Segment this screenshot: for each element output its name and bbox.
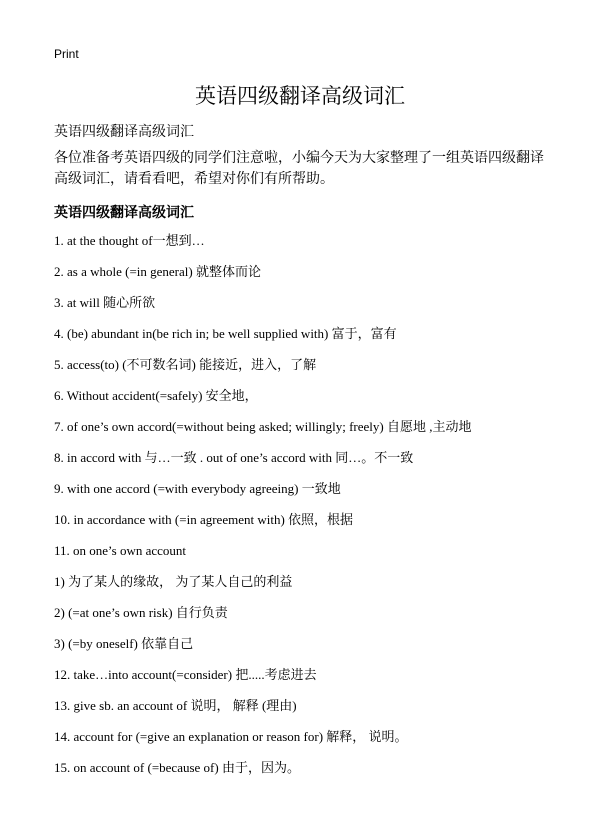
vocab-item: 3. at will 随心所欲 [54, 295, 156, 310]
vocab-item: 6. Without accident(=safely) 安全地， [54, 388, 258, 403]
section-heading: 英语四级翻译高级词汇 [54, 205, 194, 221]
vocab-item: 5. access(to) (不可数名词) 能接近，进入，了解 [54, 357, 317, 372]
page-title: 英语四级翻译高级词汇 [195, 84, 405, 108]
vocab-item: 12. take…into account(=consider) 把.....考虑进去 [54, 667, 317, 682]
vocab-item: 13. give sb. an account of 说明， 解释 (理由) [54, 698, 297, 713]
intro-paragraph: 各位准备考英语四级的同学们注意啦，小编今天为大家整理了一组英语四级翻译高级词汇，请看看吧，希望对你们有所帮助。 [54, 150, 544, 187]
vocab-item: 14. account for (=give an explanation or reason for) 解释， 说明。 [54, 729, 408, 744]
vocab-item: 1. at the thought of一想到… [54, 233, 205, 248]
vocab-subitem: 2) (=at one’s own risk) 自行负责 [54, 605, 228, 620]
vocab-item: 2. as a whole (=in general) 就整体而论 [54, 264, 261, 279]
vocab-item: 8. in accord with 与…一致 . out of one’s accord with 同…。不一致 [54, 450, 414, 465]
vocab-item: 11. on one’s own account [54, 543, 187, 558]
document-subtitle: 英语四级翻译高级词汇 [54, 124, 194, 140]
vocab-item: 15. on account of (=because of) 由于，因为。 [54, 760, 300, 775]
vocab-item: 4. (be) abundant in(be rich in; be well supplied with) 富于，富有 [54, 326, 397, 341]
vocab-item: 7. of one’s own accord(=without being asked; willingly; freely) 自愿地 ,主动地 [54, 419, 472, 434]
vocab-item: 9. with one accord (=with everybody agreeing) 一致地 [54, 481, 341, 496]
vocab-subitem: 3) (=by oneself) 依靠自己 [54, 636, 194, 651]
print-label: Print [54, 47, 79, 61]
vocab-item: 10. in accordance with (=in agreement with) 依照，根据 [54, 512, 354, 527]
vocabulary-list [54, 233, 574, 791]
vocab-subitem: 1) 为了某人的缘故， 为了某人自己的利益 [54, 574, 293, 589]
